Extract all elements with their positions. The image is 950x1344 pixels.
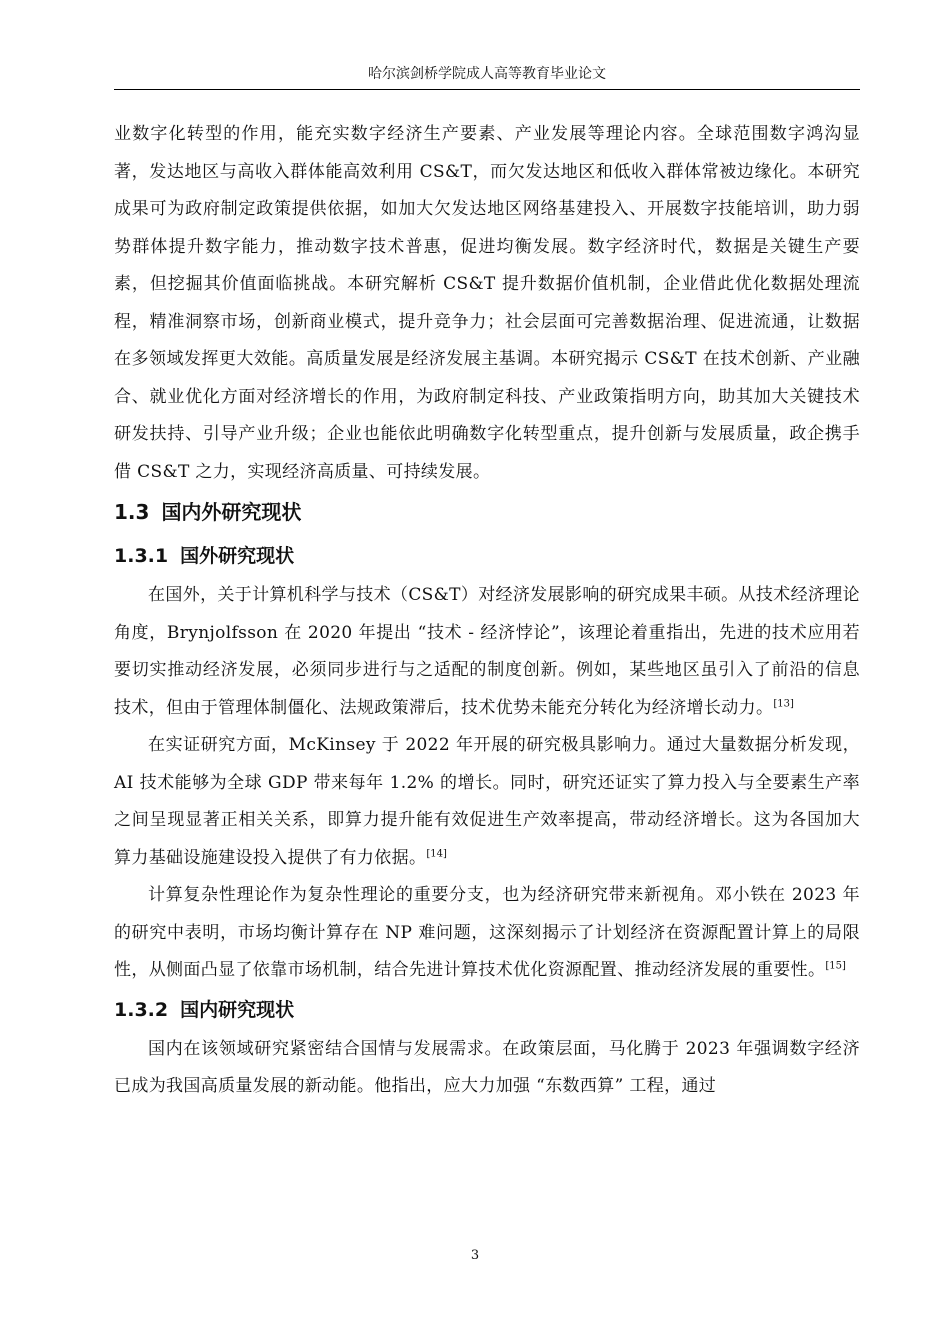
- citation-marker: [14]: [426, 847, 447, 859]
- running-header: [114, 64, 860, 90]
- page-footer: [0, 1248, 950, 1264]
- citation-marker: [13]: [773, 697, 794, 709]
- subsection-heading-1-3-1: [114, 536, 860, 577]
- subsection-number: 1.3.2: [114, 998, 169, 1021]
- header-title: 哈尔滨剑桥学院成人高等教育毕业论文: [368, 66, 606, 82]
- paragraph-continuation: 业数字化转型的作用，能充实数字经济生产要素、产业发展等理论内容。全球范围数字鸿沟显著，发达地区与高收入群体能高效利用 CS&T，而欠发达地区和低收入群体常被边缘化。本研究成果可为政府制定政策提供依据，如加大欠发达地区网络基建投入、开展数字技能培训，助力弱势群体提升数字能力，推动数字技术普惠，促进均衡发展。数字经济时代，数据是关键生产要素，但挖掘其价值面临挑战。本研究解析 CS&T 提升数据价值机制，企业借此优化数据处理流程，精准洞察市场，创新商业模式，提升竞争力；社会层面可完善数据治理、促进流通，让数据在多领域发挥更大效能。高质量发展是经济发展主基调。本研究揭示 CS&T 在技术创新、产业融合、就业优化方面对经济增长的作用，为政府制定科技、产业政策指明方向，助其加大关键技术研发扶持、引导产业升级；企业也能依此明确数字化转型重点，提升创新与发展质量，政企携手借 CS&T 之力，实现经济高质量、可持续发展。: [114, 124, 860, 482]
- subsection-title: 国内研究现状: [180, 998, 295, 1021]
- section-title: 国内外研究现状: [161, 500, 302, 524]
- subsection-title: 国外研究现状: [180, 545, 295, 567]
- paragraph-foreign-3: [114, 877, 860, 990]
- paragraph-text: 在国外，关于计算机科学与技术（CS&T）对经济发展影响的研究成果丰硕。从技术经济理论角度，Brynjolfsson 在 2020 年提出 “技术 - 经济悖论”，该理论着重指出，先进的技术应用若要切实推动经济发展，必须同步进行与之适配的制度创新。例如，某些地区虽引入了前沿的信息技术，但由于管理体制僵化、法规政策滞后，技术优势未能充分转化为经济增长动力。: [114, 585, 860, 718]
- subsection-number: 1.3.1: [114, 545, 169, 567]
- paragraph-text: 在实证研究方面，McKinsey 于 2022 年开展的研究极具影响力。通过大量数据分析发现，AI 技术能够为全球 GDP 带来每年 1.2% 的增长。同时，研究还证实了算力投入与全要素生产率之间呈现显著正相关关系，即算力提升能有效促进生产效率提高，带动经济增长。这为各国加大算力基础设施建设投入提供了有力依据。: [114, 735, 860, 868]
- paragraph-foreign-1: [114, 577, 860, 727]
- section-number: 1.3: [114, 500, 150, 524]
- paragraph-text: 计算复杂性理论作为复杂性理论的重要分支，也为经济研究带来新视角。邓小铁在 2023 年的研究中表明，市场均衡计算存在 NP 难问题，这深刻揭示了计划经济在资源配置计算上的局限性，从侧面凸显了依靠市场机制，结合先进计算技术优化资源配置、推动经济发展的重要性。: [114, 885, 860, 980]
- paragraph-domestic-1: 国内在该领域研究紧密结合国情与发展需求。在政策层面，马化腾于 2023 年强调数字经济已成为我国高质量发展的新动能。他指出，应大力加强 “东数西算” 工程，通过: [114, 1038, 860, 1096]
- paragraph-foreign-2: [114, 727, 860, 877]
- subsection-heading-1-3-2: [114, 990, 860, 1031]
- section-heading-1-3: [114, 491, 860, 536]
- page-number: 3: [470, 1248, 480, 1263]
- citation-marker: [15]: [825, 960, 846, 972]
- page-body: [114, 116, 860, 1106]
